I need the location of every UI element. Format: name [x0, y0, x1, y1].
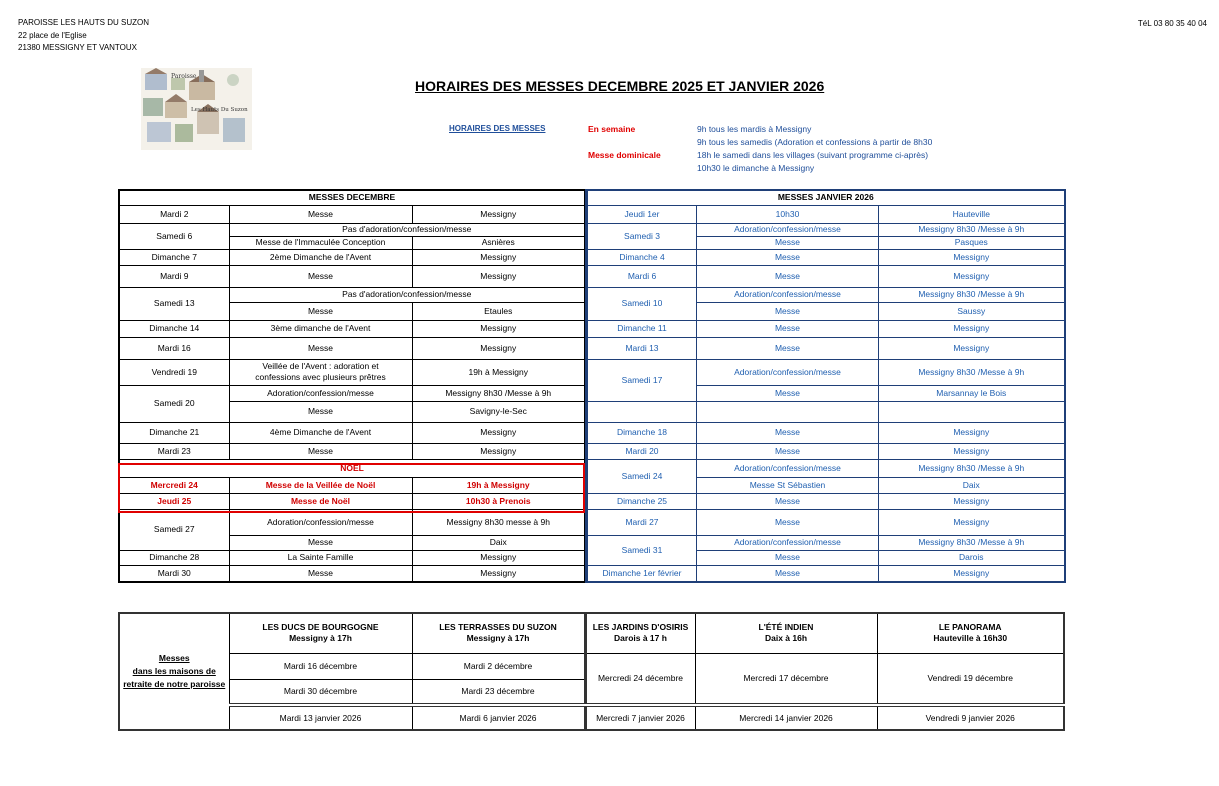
table-row: Dimanche 11 Messe Messigny [587, 320, 1065, 337]
table-row: Jeudi 25 Messe de Noël 10h30 à Prenois [119, 493, 585, 509]
table-row: Samedi 3 Adoration/confession/messe Messigny 8h30 /Messe à 9h [587, 223, 1065, 236]
table-row: Mardi 6 Messe Messigny [587, 265, 1065, 287]
table-row: Messe Saussy [587, 302, 1065, 320]
table-row: Mardi 13 Messe Messigny [587, 337, 1065, 359]
december-title: MESSES DECEMBRE [119, 190, 585, 205]
table-row: Messe Etaules [119, 302, 585, 320]
december-table [118, 189, 586, 583]
parish-logo [141, 68, 252, 150]
table-row: Mardi 23 Messe Messigny [119, 443, 585, 459]
table-row: Dimanche 18 Messe Messigny [587, 422, 1065, 443]
weekday-label: En semaine [588, 124, 636, 134]
table-row: Messe Savigny-le-Sec [119, 401, 585, 422]
table-row: Messe de l'Immaculée Conception Asnières [119, 236, 585, 249]
parish-phone: TéL 03 80 35 40 04 [1137, 19, 1207, 28]
table-row: Mardi 16 Messe Messigny [119, 337, 585, 359]
table-row: Mercredi 24 Messe de la Veillée de Noël 19h à Messigny [119, 477, 585, 493]
table-row: Jeudi 1er 10h30 Hauteville [587, 205, 1065, 223]
retirement-label: Messes dans les maisons de retraite de notre paroisse [119, 613, 229, 730]
table-row: Dimanche 7 2ème Dimanche de l'Avent Messigny [119, 249, 585, 265]
table-row: Mardi 20 Messe Messigny [587, 443, 1065, 459]
parish-street: 22 place de l'Eglise [18, 30, 87, 40]
table-row: Samedi 13 Pas d'adoration/confession/messe [119, 287, 585, 302]
noel-highlight-box [118, 463, 585, 513]
schedule-line-3: 18h le samedi dans les villages (suivant programme ci-après) [697, 150, 929, 160]
table-row: Messe Darois [587, 550, 1065, 565]
table-row: Samedi 24 Adoration/confession/messe Messigny 8h30 /Messe à 9h [587, 459, 1065, 477]
table-row: Dimanche 28 La Sainte Famille Messigny [119, 550, 585, 565]
noel-row: NOËL [119, 459, 585, 477]
table-row: Messe St Sébastien Daix [587, 477, 1065, 493]
table-row: Mardi 27 Messe Messigny [587, 509, 1065, 535]
table-row: Samedi 17 Adoration/confession/messe Messigny 8h30 /Messe à 9h [587, 359, 1065, 385]
page-title: HORAIRES DES MESSES DECEMBRE 2025 ET JANVIER 2026 [415, 78, 825, 94]
table-row: Mardi 30 décembre Mardi 23 décembre [119, 679, 1064, 705]
table-row: Samedi 27 Adoration/confession/messe Messigny 8h30 messe à 9h [119, 509, 585, 535]
table-row: Mardi 9 Messe Messigny [119, 265, 585, 287]
table-row: Dimanche 1er février Messe Messigny [587, 565, 1065, 582]
table-row: Samedi 20 Adoration/confession/messe Messigny 8h30 /Messe à 9h [119, 385, 585, 401]
parish-address-block [18, 17, 149, 55]
table-row: Mardi 2 Messe Messigny [119, 205, 585, 223]
logo-text-hauts: Les Hauts Du Suzon [191, 107, 248, 113]
table-row: Samedi 6 Pas d'adoration/confession/messe [119, 223, 585, 236]
table-row: Dimanche 21 4ème Dimanche de l'Avent Messigny [119, 422, 585, 443]
sunday-mass-label: Messe dominicale [588, 150, 661, 160]
schedule-line-1: 9h tous les mardis à Messigny [697, 124, 812, 134]
table-row: Mardi 16 décembre Mardi 2 décembre Mercredi 24 décembre Mercredi 17 décembre Vendredi 19 décembre [119, 653, 1064, 679]
table-row: Dimanche 4 Messe Messigny [587, 249, 1065, 265]
schedule-line-4: 10h30 le dimanche à Messigny [697, 163, 815, 173]
january-title: MESSES JANVIER 2026 [587, 190, 1065, 205]
table-row: Messe Marsannay le Bois [587, 385, 1065, 401]
retirement-homes-table [118, 612, 1065, 731]
parish-city: 21380 MESSIGNY ET VANTOUX [18, 43, 138, 52]
table-row: Messe Daix [119, 535, 585, 550]
table-row: Samedi 31 Adoration/confession/messe Messigny 8h30 /Messe à 9h [587, 535, 1065, 550]
schedule-label: HORAIRES DES MESSES [449, 124, 546, 133]
table-row: Samedi 10 Adoration/confession/messe Messigny 8h30 /Messe à 9h [587, 287, 1065, 302]
parish-name: PAROISSE LES HAUTS DU SUZON [18, 18, 149, 27]
table-row: Messe Pasques [587, 236, 1065, 249]
table-row: Mardi 30 Messe Messigny [119, 565, 585, 582]
january-table [585, 189, 1066, 583]
table-row: Vendredi 19 Veillée de l'Avent : adoration et confessions avec plusieurs prêtres 19h à Messigny [119, 359, 585, 385]
table-row: Dimanche 14 3ème dimanche de l'Avent Messigny [119, 320, 585, 337]
schedule-line-2: 9h tous les samedis (Adoration et confessions à partir de 8h30 [697, 137, 933, 147]
table-row [587, 401, 1065, 422]
logo-text-paroisse: Paroisse [171, 73, 197, 80]
table-row: Messes dans les maisons de retraite de notre paroisse LES DUCS DE BOURGOGNE Messigny à 17h LES TERRASSES DU SUZON Messigny à 17h LES JARDINS D'OSIRIS Darois à 17 h L'ÉTÉ INDIEN Daix à 16h LE PANORAMA Hauteville à 16h30 [119, 613, 1064, 653]
table-row: Mardi 13 janvier 2026 Mardi 6 janvier 2026 Mercredi 7 janvier 2026 Mercredi 14 janvier 2026 Vendredi 9 janvier 2026 [119, 705, 1064, 730]
table-row: Dimanche 25 Messe Messigny [587, 493, 1065, 509]
